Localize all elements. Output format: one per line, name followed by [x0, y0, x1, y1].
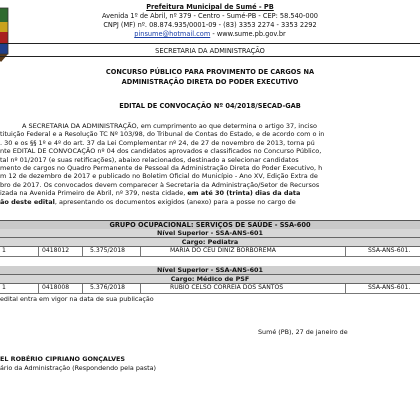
codigo-cell: SSA-ANS-601.	[368, 247, 411, 254]
header-divider	[0, 43, 420, 44]
date-line: Sumé (PB), 27 de janeiro de	[258, 328, 348, 336]
inscricao-cell: 0418012	[42, 247, 70, 254]
org-cnpj-phone: CNPJ (MF) nº. 08.874.935/0001-09 - (83) 3353 2274 - 3353 2292	[103, 21, 317, 29]
body-line-deadline: izada na Avenida Primeiro de Abril, nº 379, nesta cidade, em até 30 (trinta) dias da data	[0, 189, 301, 198]
order-cell: 1	[2, 247, 6, 254]
nome-cell: RUBIO CELSO CORREIA DOS SANTOS	[170, 284, 284, 291]
effective-date-note: edital entra em vigor na data de sua publicação	[0, 295, 154, 303]
column-divider	[140, 247, 141, 256]
column-divider	[345, 284, 346, 293]
body-line: m 12 de dezembro de 2017 e publicado no Boletim Oficial do Município - Ano XV, Edição Extra de	[0, 172, 318, 181]
level-header: Nível Superior - SSA-ANS-601	[0, 229, 420, 238]
cargo-header: Cargo: Médico de PSF	[0, 275, 420, 284]
level-header: Nível Superior - SSA-ANS-601	[0, 266, 420, 275]
department-name: SECRETARIA DA ADMINISTRAÇÃO	[155, 47, 265, 55]
column-divider	[140, 284, 141, 293]
body-line: mento de cargos no Quadro Permanente de Pessoal da Administração Direta do Poder Executivo, h	[0, 164, 323, 173]
protocolo-cell: 5.375/2018	[90, 247, 126, 254]
body-line: nte EDITAL DE CONVOCAÇÃO nº 04 dos candidatos aprovados e classificados no Concurso Público,	[0, 147, 322, 156]
signatory-name: EL ROBÉRIO CIPRIANO GONÇALVES	[0, 355, 125, 363]
column-divider	[82, 284, 83, 293]
body-line: A SECRETARIA DA ADMINISTRAÇÃO, em cumprimento ao que determina o artigo 37, inciso	[22, 122, 317, 130]
department-divider	[0, 56, 420, 57]
org-contact-line	[0, 30, 420, 39]
body-line: . 30 e os §§ 1º e 4º do art. 37 da Lei Complementar nº 24, de 27 de novembro de 2013, torna pú	[0, 138, 315, 147]
website-text: - www.sume.pb.gov.br	[210, 30, 286, 38]
occupational-group-header: GRUPO OCUPACIONAL: SERVIÇOS DE SAÚDE - SSA-600	[0, 220, 420, 230]
body-line: tal nº 01/2017 (e suas retificações), abaixo relacionados, destinado a selecionar candidatos	[0, 155, 299, 164]
body-paragraph	[0, 122, 420, 206]
column-divider	[345, 247, 346, 256]
body-line: tituição Federal e a Resolução TC Nº 103/98, do Tribunal de Contas do Estado, e de acordo com o in	[0, 130, 325, 139]
table-row	[0, 247, 420, 257]
column-divider	[38, 247, 39, 256]
inscricao-cell: 0418008	[42, 284, 70, 291]
org-name: Prefeitura Municipal de Sumé - PB	[146, 3, 274, 11]
table-row	[0, 284, 420, 294]
protocolo-cell: 5.376/2018	[90, 284, 126, 291]
document-title: CONCURSO PÚBLICO PARA PROVIMENTO DE CARGOS NA ADMINISTRAÇÃO DIRETA DO PODER EXECUTIVO	[105, 68, 315, 86]
column-divider	[82, 247, 83, 256]
org-address: Avenida 1º de Abril, nº 379 - Centro - Sumé-PB - CEP: 58.540-000	[102, 12, 318, 20]
order-cell: 1	[2, 284, 6, 291]
edital-title: EDITAL DE CONVOCAÇÃO Nº 04/2018/SECAD-GAB	[119, 102, 301, 110]
body-line: bro de 2017. Os convocados devem comparecer à Secretaria da Administração/Setor de Recursos	[0, 180, 320, 189]
nome-cell: MARIA DO CEU DINIZ BORBOREMA	[170, 247, 276, 254]
email-link[interactable]: pinsume@hotmail.com	[134, 30, 211, 38]
body-line-final: ão deste edital, apresentando os documentos exigidos (anexo) para a posse no cargo de	[0, 197, 296, 206]
codigo-cell: SSA-ANS-601.	[368, 284, 411, 291]
cargo-header: Cargo: Pediatra	[0, 238, 420, 247]
signatory-role: ário da Administração (Respondendo pela pasta)	[0, 364, 157, 372]
column-divider	[38, 284, 39, 293]
